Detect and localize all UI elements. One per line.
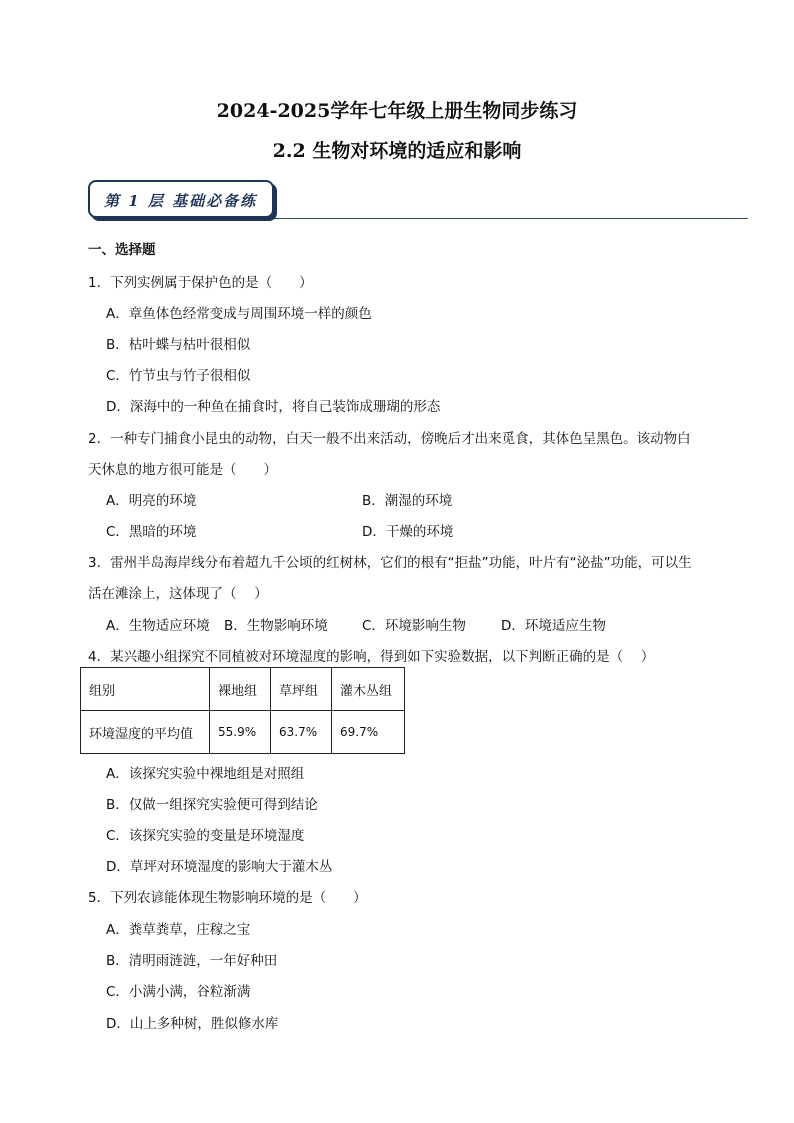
worksheet-title: 2024-2025学年七年级上册生物同步练习	[216, 100, 578, 122]
question-3-option-c: C．环境影响生物	[362, 618, 466, 634]
question-2-option-a: A．明亮的环境	[106, 493, 197, 509]
question-3-stem-line-1: 3．雷州半岛海岸线分布着超九千公顷的红树林，它们的根有“拒盐”功能，叶片有“泌盐”功能，可以生	[88, 555, 692, 571]
question-1-option-d: D．深海中的一种鱼在捕食时，将自己装饰成珊瑚的形态	[106, 399, 441, 415]
question-3-option-d: D．环境适应生物	[501, 618, 606, 634]
question-5-stem: 5．下列农谚能体现生物影响环境的是（ ）	[88, 890, 367, 906]
question-5-option-d: D．山上多种树，胜似修水库	[106, 1016, 279, 1032]
table-header-cell: 灌木丛组	[332, 668, 405, 711]
question-4-option-a: A．该探究实验中裸地组是对照组	[106, 766, 305, 782]
question-4-option-d: D．草坪对环境湿度的影响大于灌木丛	[106, 859, 333, 875]
table-row	[81, 711, 405, 754]
question-2-stem-line-1: 2．一种专门捕食小昆虫的动物，白天一般不出来活动，傍晚后才出来觅食，其体色呈黑色。该动物白	[88, 431, 691, 447]
question-1-option-b: B．枯叶蝶与枯叶很相似	[106, 337, 251, 353]
question-4-option-c: C．该探究实验的变量是环境湿度	[106, 828, 305, 844]
question-3-option-b: B．生物影响环境	[224, 618, 328, 634]
table-cell: 63.7%	[271, 711, 332, 754]
table-header-cell: 裸地组	[210, 668, 271, 711]
question-1-stem: 1．下列实例属于保护色的是（ ）	[88, 275, 313, 291]
question-1-option-c: C．竹节虫与竹子很相似	[106, 368, 251, 384]
question-2-option-d: D．干燥的环境	[362, 524, 454, 540]
question-4-option-b: B．仅做一组探究实验便可得到结论	[106, 797, 318, 813]
table-header-row	[81, 668, 405, 711]
question-3-stem-line-2: 活在滩涂上，这体现了（ ）	[88, 586, 268, 602]
question-5-option-b: B．清明雨涟涟，一年好种田	[106, 953, 278, 969]
question-5-option-c: C．小满小满，谷粒渐满	[106, 984, 251, 1000]
question-5-option-a: A．粪草粪草，庄稼之宝	[106, 922, 251, 938]
question-2-option-b: B．潮湿的环境	[362, 493, 453, 509]
lesson-subtitle: 2.2 生物对环境的适应和影响	[272, 140, 522, 162]
tier-divider	[120, 218, 748, 219]
table-cell: 55.9%	[210, 711, 271, 754]
question-4-stem: 4．某兴趣小组探究不同植被对环境湿度的影响，得到如下实验数据，以下判断正确的是（ ）	[88, 649, 655, 665]
question-3-option-a: A．生物适应环境	[106, 618, 210, 634]
question-1-option-a: A．章鱼体色经常变成与周围环境一样的颜色	[106, 306, 372, 322]
table-header-cell: 草坪组	[271, 668, 332, 711]
question-2-stem-line-2: 天休息的地方很可能是（ ）	[88, 462, 277, 478]
table-cell: 环境湿度的平均值	[81, 711, 210, 754]
table-cell: 69.7%	[332, 711, 405, 754]
tier-badge	[88, 180, 274, 218]
humidity-data-table	[80, 667, 405, 754]
tier-label: 第 1 层 基础必备练	[104, 192, 258, 210]
question-2-option-c: C．黑暗的环境	[106, 524, 197, 540]
table-header-cell: 组别	[81, 668, 210, 711]
section-heading: 一、选择题	[88, 242, 156, 258]
